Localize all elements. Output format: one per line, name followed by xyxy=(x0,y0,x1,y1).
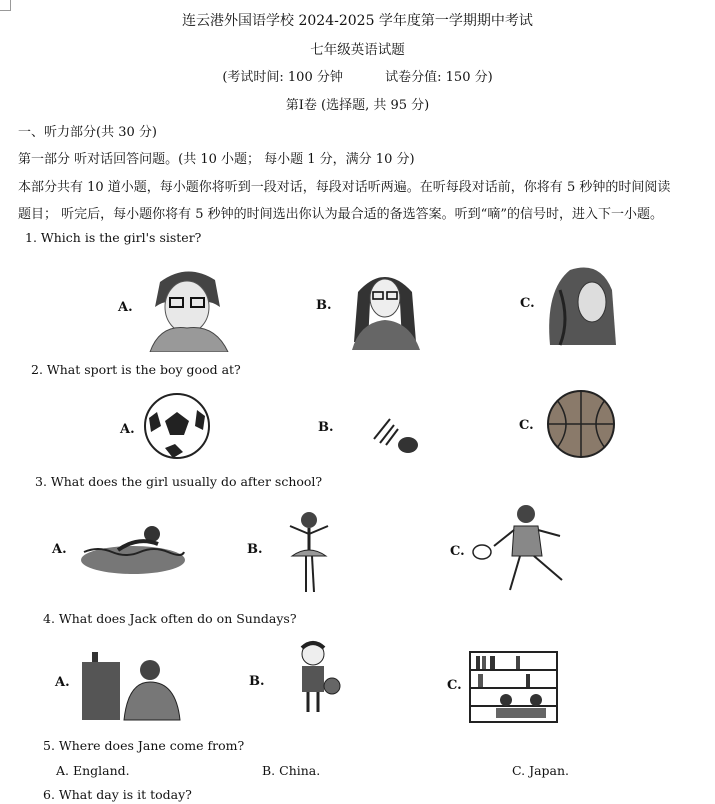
shuttlecock-image xyxy=(370,415,422,457)
question-5: 5. Where does Jane come from? xyxy=(43,738,245,753)
section-title: 一、听力部分(共 30 分) xyxy=(18,125,157,140)
q4-option-b-label: B. xyxy=(249,674,265,689)
swimming-image xyxy=(78,520,188,578)
q1-option-a-label: A. xyxy=(118,300,133,315)
q3-option-a-label: A. xyxy=(52,542,67,557)
exam-info xyxy=(0,66,715,85)
ballet-dancer-image xyxy=(282,508,337,596)
exam-title: 连云港外国语学校 2024-2025 学年度第一学期期中考试 xyxy=(182,13,533,29)
q2-option-a-label: A. xyxy=(120,422,135,437)
q3-option-c-label: C. xyxy=(450,544,465,559)
question-6: 6. What day is it today? xyxy=(43,787,192,802)
question-3: 3. What does the girl usually do after school? xyxy=(35,474,323,489)
question-1: 1. Which is the girl's sister? xyxy=(25,230,202,245)
boy-with-basketball-image xyxy=(288,640,346,720)
exam-subject: 七年级英语试题 xyxy=(310,42,405,58)
q5-option-a: A. England. xyxy=(56,763,130,778)
soccer-ball-image xyxy=(143,392,211,460)
question-2: 2. What sport is the boy good at? xyxy=(31,362,241,377)
watching-tv-image xyxy=(78,648,183,723)
question-4: 4. What does Jack often do on Sundays? xyxy=(43,611,297,626)
exam-time: (考试时间: 100 分钟 xyxy=(222,70,343,85)
q5-option-b: B. China. xyxy=(262,763,321,778)
q1-option-c-label: C. xyxy=(520,296,535,311)
instruction-line-2: 题目； 听完后，每小题你将有 5 秒钟的时间选出你认为最合适的备选答案。听到“嘀”的信号时，进入下一小题。 xyxy=(18,207,663,222)
library-reading-image xyxy=(466,648,561,726)
q3-option-b-label: B. xyxy=(247,542,263,557)
q4-option-c-label: C. xyxy=(447,678,462,693)
badminton-player-image xyxy=(470,500,575,600)
exam-score: 试卷分值: 150 分) xyxy=(385,70,493,85)
q2-option-c-label: C. xyxy=(519,418,534,433)
girl-long-hair-image xyxy=(540,260,620,350)
part-title: 第一部分 听对话回答问题。(共 10 小题； 每小题 1 分，满分 10 分) xyxy=(18,152,415,167)
q5-option-c: C. Japan. xyxy=(512,763,570,778)
girl-glasses-short-hair-image xyxy=(140,262,235,352)
q2-option-b-label: B. xyxy=(318,420,334,435)
volume-title: 第Ⅰ卷 (选择题, 共 95 分) xyxy=(285,98,430,113)
q4-option-a-label: A. xyxy=(55,675,70,690)
q1-option-b-label: B. xyxy=(316,298,332,313)
instruction-line-1: 本部分共有 10 道小题，每小题你将听到一段对话，每段对话听两遍。在听每段对话前，你将有 5 秒钟的时间阅读 xyxy=(18,180,671,195)
basketball-image xyxy=(545,388,617,460)
girl-glasses-long-hair-image xyxy=(340,262,430,350)
